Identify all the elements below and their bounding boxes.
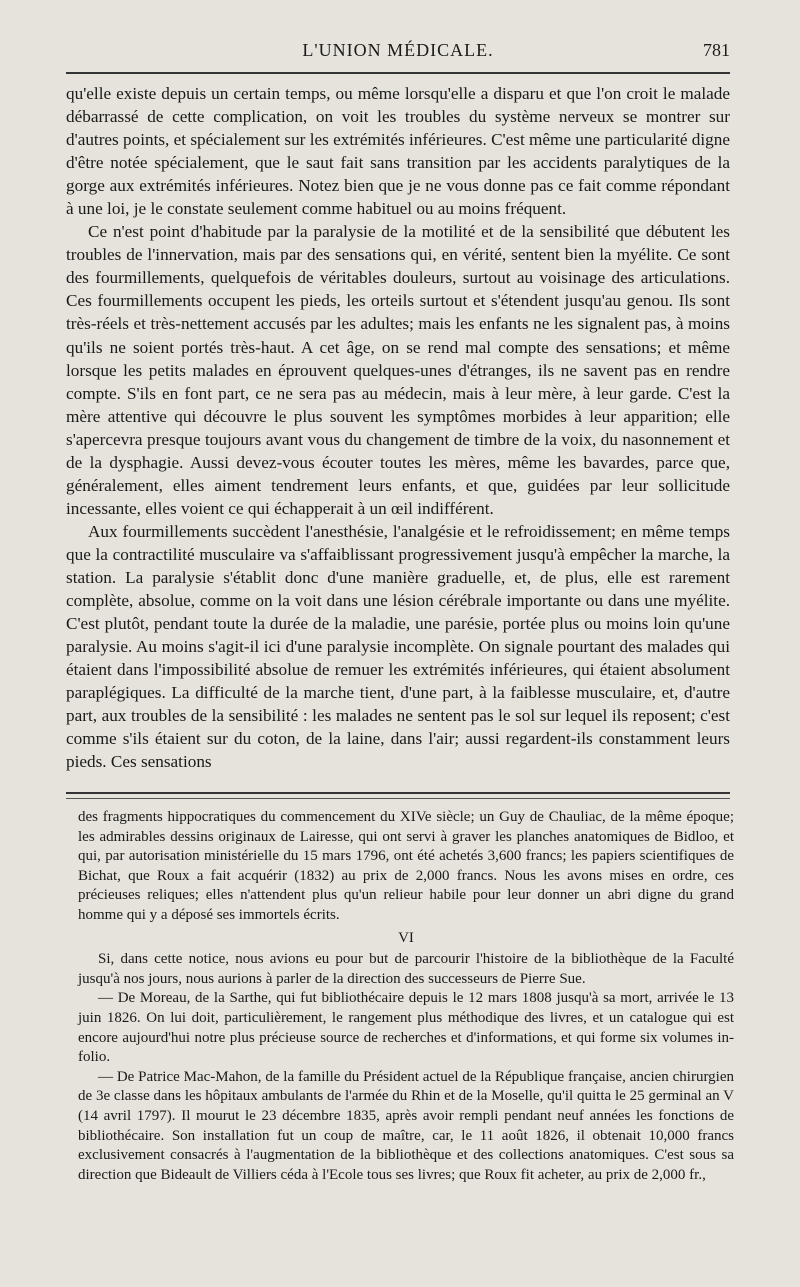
note-paragraph-1: des fragments hippocratiques du commencement du XIVe siècle; un Guy de Chauliac, de la même époque; les admirables dessins originaux de Lairesse, qui ont servi à graver les planches anatomiques de Bidloo, et qui, par autorisation ministérielle du 15 mars 1796, ont été achetés 3,600 francs; les papiers scientifiques de Bichat, que Roux a fait acquérir (1832) au prix de 2,000 francs. Nous les avons mises en ordre, ces précieuses reliques; elles n'attendent plus qu'un relieur habile pour leur donner un abri digne du grand homme qui y a déposé ses immortels écrits. (78, 809, 734, 923)
footnote-rule (66, 792, 730, 799)
header-rule (66, 72, 730, 74)
page-header (66, 40, 730, 68)
note-paragraph-3: — De Moreau, de la Sarthe, qui fut bibliothécaire depuis le 12 mars 1808 jusqu'à sa mort, arrivée le 13 juin 1826. On lui doit, particulièrement, le rangement plus méthodique des livres, et un catalogue qui est encore aujourd'hui notre plus précieuse source de recherches et d'informations, et qui forme six volumes in-folio. (78, 990, 734, 1066)
note-paragraph-4: — De Patrice Mac-Mahon, de la famille du Président actuel de la République française, ancien chirurgien de 3e classe dans les hôpitaux ambulants de l'armée du Rhin et de la Moselle, qu'il quitta le 25 germinal an V (14 avril 1797). Il mourut le 23 décembre 1835, après avoir rempli pendant neuf années les fonctions de bibliothécaire. Son installation fut un coup de maître, car, le 11 août 1826, il obtenait 10,000 francs exclusivement consacrés à l'augmentation de la bibliothèque et des collections anatomiques. C'est sous sa direction que Bideault de Villiers céda à l'Ecole tous ses livres; que Roux fit acheter, au prix de 2,000 fr., (78, 1068, 734, 1183)
main-text (66, 82, 730, 773)
paragraph-3: Aux fourmillements succèdent l'anesthésie, l'analgésie et le refroidissement; en même temps que la contractilité musculaire va s'affaiblissant progressivement jusqu'à empêcher la marche, la station. La paralysie s'établit donc d'une manière graduelle, et, de plus, elle est rarement complète, absolue, comme on la voit dans une lésion cérébrale importante ou dans une myélite. C'est plutôt, pendant toute la durée de la maladie, une parésie, portée plus ou moins loin qu'une paralysie. Au moins s'agit-il ici d'une paralysie incomplète. On signale pourtant des malades qui étaient dans l'impossibilité absolue de remuer les extrémités inférieures, qui étaient absolument paraplégiques. La difficulté de la marche tient, d'une part, à la faiblesse musculaire, et, d'autre part, aux troubles de la sensibilité : les malades ne sentent pas le sol sur lequel ils reposent; c'est comme s'ils étaient sur du coton, de la laine, dans l'air; aussi regardent-ils constamment leurs pieds. Ces sensations (66, 521, 730, 772)
running-title: L'UNION MÉDICALE. (302, 40, 494, 60)
note-paragraph-2: Si, dans cette notice, nous avions eu pour but de parcourir l'histoire de la bibliothèque de la Faculté jusqu'à nos jours, nous aurions à parler de la direction des successeurs de Pierre Sue. (78, 951, 734, 987)
footnotes (78, 808, 734, 1185)
paragraph-1: qu'elle existe depuis un certain temps, ou même lorsqu'elle a disparu et que l'on croit le malade débarrassé de cette complication, on voit les troubles du système nerveux se montrer sur d'autres points, et spécialement sur les extrémités inférieures. C'est même une particularité digne d'être notée spécialement, que le saut fait sans transition par les accidents paralytiques de la gorge aux extrémités inférieures. Notez bien que je ne vous donne pas ce fait comme répondant à une loi, je le constate seulement comme habituel ou au moins fréquent. (66, 84, 730, 219)
page-number: 781 (703, 40, 730, 60)
section-number: VI (398, 929, 414, 946)
paragraph-2: Ce n'est point d'habitude par la paralysie de la motilité et de la sensibilité que débutent les troubles de l'innervation, mais par des sensations qui, en vérité, sentent bien la myélite. Ce sont des fourmillements, quelquefois de véritables douleurs, surtout au voisinage des articulations. Ces fourmillements occupent les pieds, les orteils surtout et s'étendent jusqu'au genou. Ils sont très-réels et très-nettement accusés par les adultes; mais les enfants ne les signalent pas, à moins qu'ils ne soient portés très-haut. A cet âge, on se rend mal compte des sensations; et même lorsque les petits malades en éprouvent quelques-unes d'étranges, ils ne savent pas en rendre compte. S'ils en font part, ce ne sera pas au médecin, mais à leur mère, à leur garde. C'est la mère attentive qui découvre le plus souvent les symptômes morbides à leur apparition; elle s'apercevra presque toujours avant vous du changement de timbre de la voix, du nasonnement et de la dysphagie. Aussi devez-vous écouter toutes les mères, même les bavardes, parce que, généralement, elles aiment tendrement leurs enfants, et que, guidées par leur sollicitude incessante, elles voient ce qui échapperait à un œil indifférent. (66, 222, 730, 518)
